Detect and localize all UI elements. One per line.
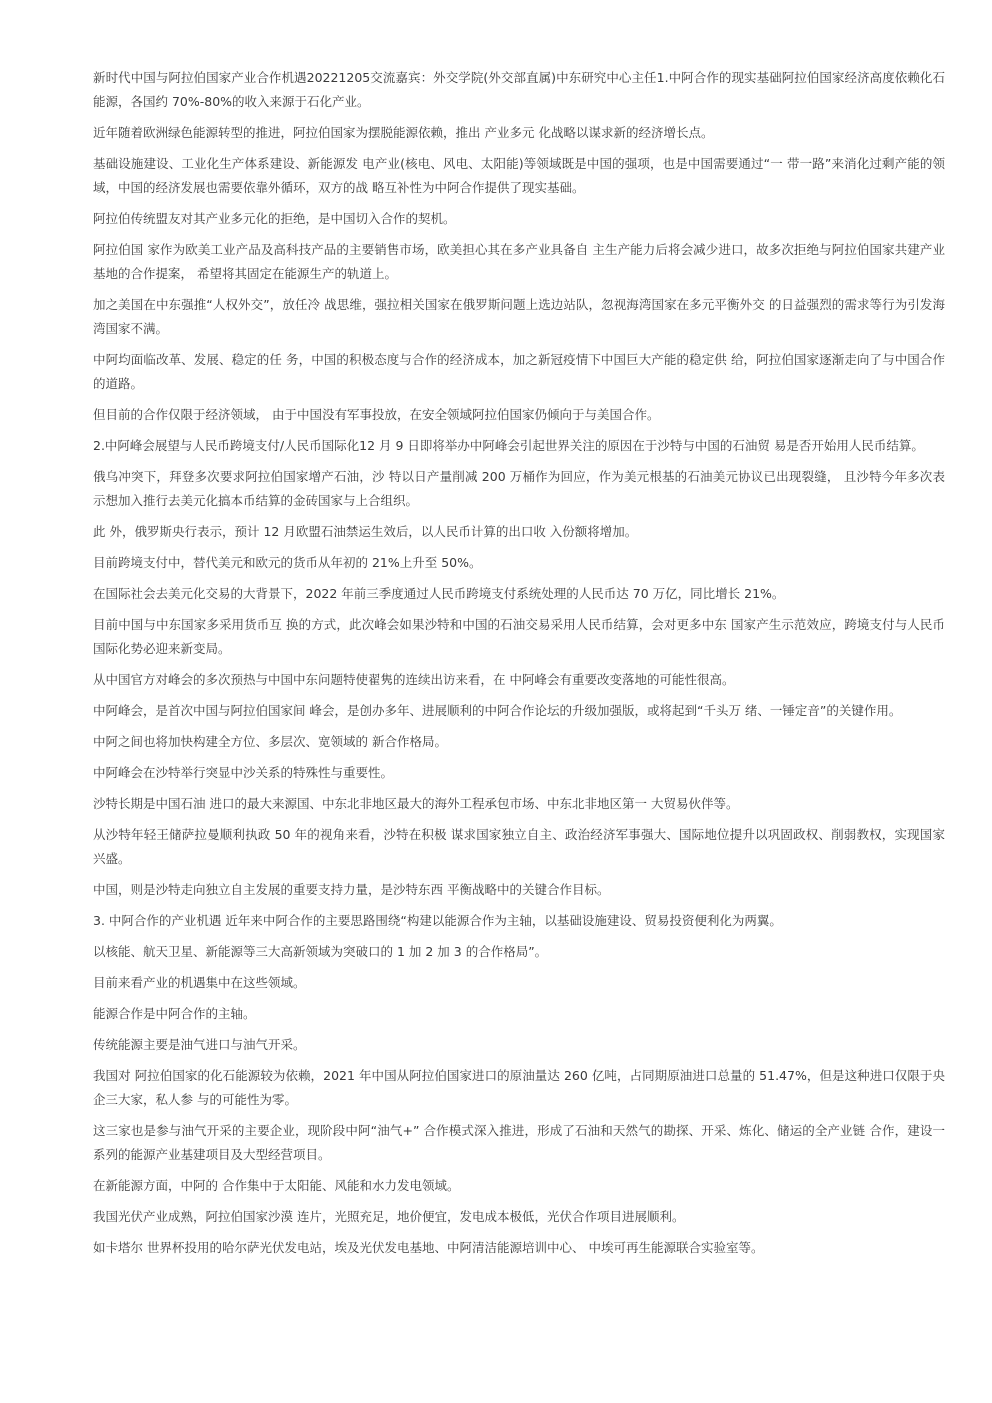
paragraph: 中阿峰会，是首次中国与阿拉伯国家间 峰会，是创办多年、进展顺利的中阿合作论坛的升级加强版，或将起到“千头万 绪、一锤定音”的关键作用。 bbox=[93, 703, 902, 718]
paragraph: 目前来看产业的机遇集中在这些领域。 bbox=[93, 975, 306, 990]
paragraph: 能源合作是中阿合作的主轴。 bbox=[93, 1006, 256, 1021]
paragraph: 中阿均面临改革、发展、稳定的任 务，中国的积极态度与合作的经济成本，加之新冠疫情下中国巨大产能的稳定供 给，阿拉伯国家逐渐走向了与中国合作的道路。 bbox=[93, 352, 945, 391]
paragraph: 新时代中国与阿拉伯国家产业合作机遇20221205交流嘉宾：外交学院(外交部直属)中东研究中心主任1.中阿合作的现实基础阿拉伯国家经济高度依赖化石能源，各国约 70%-80%的收入来源于石化产业。 bbox=[93, 70, 945, 109]
paragraph: 我国对 阿拉伯国家的化石能源较为依赖，2021 年中国从阿拉伯国家进口的原油量达 260 亿吨，占同期原油进口总量的 51.47%，但是这种进口仅限于央企三大家，私人参 与的可能性为零。 bbox=[93, 1068, 945, 1107]
paragraph: 我国光伏产业成熟，阿拉伯国家沙漠 连片，光照充足，地价便宜，发电成本极低，光伏合作项目进展顺利。 bbox=[93, 1209, 685, 1224]
paragraph: 基础设施建设、工业化生产体系建设、新能源发 电产业(核电、风电、太阳能)等领域既是中国的强项，也是中国需要通过“一 带一路”来消化过剩产能的领域，中国的经济发展也需要依靠外循环，双方的战 略互补性为中阿合作提供了现实基础。 bbox=[93, 156, 945, 195]
paragraph: 中阿峰会在沙特举行突显中沙关系的特殊性与重要性。 bbox=[93, 765, 394, 780]
paragraph: 2.中阿峰会展望与人民币跨境支付/人民币国际化12 月 9 日即将举办中阿峰会引起世界关注的原因在于沙特与中国的石油贸 易是否开始用人民币结算。 bbox=[93, 438, 924, 453]
paragraph: 目前中国与中东国家多采用货币互 换的方式，此次峰会如果沙特和中国的石油交易采用人民币结算，会对更多中东 国家产生示范效应，跨境支付与人民币国际化势必迎来新变局。 bbox=[93, 617, 945, 656]
paragraph: 这三家也是参与油气开采的主要企业，现阶段中阿“油气+” 合作模式深入推进，形成了石油和天然气的勘探、开采、炼化、储运的全产业链 合作，建设一系列的能源产业基建项目及大型经营项目。 bbox=[93, 1123, 946, 1162]
paragraph: 但目前的合作仅限于经济领域， 由于中国没有军事投放，在安全领域阿拉伯国家仍倾向于与美国合作。 bbox=[93, 407, 660, 422]
paragraph: 从中国官方对峰会的多次预热与中国中东问题特使翟隽的连续出访来看，在 中阿峰会有重要改变落地的可能性很高。 bbox=[93, 672, 735, 687]
paragraph: 如卡塔尔 世界杯投用的哈尔萨光伏发电站，埃及光伏发电基地、中阿清洁能源培训中心、 中埃可再生能源联合实验室等。 bbox=[93, 1240, 764, 1255]
paragraph: 沙特长期是中国石油 进口的最大来源国、中东北非地区最大的海外工程承包市场、中东北非地区第一 大贸易伙伴等。 bbox=[93, 796, 739, 811]
paragraph: 阿拉伯国 家作为欧美工业产品及高科技产品的主要销售市场，欧美担心其在多产业具备自 主生产能力后将会减少进口，故多次拒绝与阿拉伯国家共建产业基地的合作提案， 希望将其固定在能源生产的轨道上。 bbox=[93, 242, 945, 281]
document-body bbox=[93, 66, 945, 1267]
paragraph: 以核能、航天卫星、新能源等三大高新领域为突破口的 1 加 2 加 3 的合作格局”。 bbox=[93, 944, 548, 959]
paragraph: 加之美国在中东强推“人权外交”，放任冷 战思维，强拉相关国家在俄罗斯问题上选边站队，忽视海湾国家在多元平衡外交 的日益强烈的需求等行为引发海湾国家不满。 bbox=[93, 297, 945, 336]
paragraph: 近年随着欧洲绿色能源转型的推进，阿拉伯国家为摆脱能源依赖，推出 产业多元 化战略以谋求新的经济增长点。 bbox=[93, 125, 714, 140]
paragraph: 此 外，俄罗斯央行表示，预计 12 月欧盟石油禁运生效后，以人民币计算的出口收 入份额将增加。 bbox=[93, 524, 638, 539]
paragraph: 目前跨境支付中，替代美元和欧元的货币从年初的 21%上升至 50%。 bbox=[93, 555, 482, 570]
paragraph: 在新能源方面，中阿的 合作集中于太阳能、风能和水力发电领域。 bbox=[93, 1178, 460, 1193]
paragraph: 俄乌冲突下，拜登多次要求阿拉伯国家增产石油，沙 特以日产量削减 200 万桶作为回应，作为美元根基的石油美元协议已出现裂缝， 且沙特今年多次表示想加入推行去美元化搞本币结算的金砖国家与上合组织。 bbox=[93, 469, 945, 508]
paragraph: 中国，则是沙特走向独立自主发展的重要支持力量，是沙特东西 平衡战略中的关键合作目标。 bbox=[93, 882, 610, 897]
paragraph: 中阿之间也将加快构建全方位、多层次、宽领域的 新合作格局。 bbox=[93, 734, 447, 749]
paragraph: 从沙特年轻王储萨拉曼顺利执政 50 年的视角来看，沙特在积极 谋求国家独立自主、政治经济军事强大、国际地位提升以巩固政权、削弱教权，实现国家兴盛。 bbox=[93, 827, 945, 866]
paragraph: 在国际社会去美元化交易的大背景下，2022 年前三季度通过人民币跨境支付系统处理的人民币达 70 万亿，同比增长 21%。 bbox=[93, 586, 785, 601]
paragraph: 传统能源主要是油气进口与油气开采。 bbox=[93, 1037, 306, 1052]
paragraph: 阿拉伯传统盟友对其产业多元化的拒绝，是中国切入合作的契机。 bbox=[93, 211, 456, 226]
paragraph: 3. 中阿合作的产业机遇 近年来中阿合作的主要思路围绕“构建以能源合作为主轴，以基础设施建设、贸易投资便利化为两翼。 bbox=[93, 913, 782, 928]
